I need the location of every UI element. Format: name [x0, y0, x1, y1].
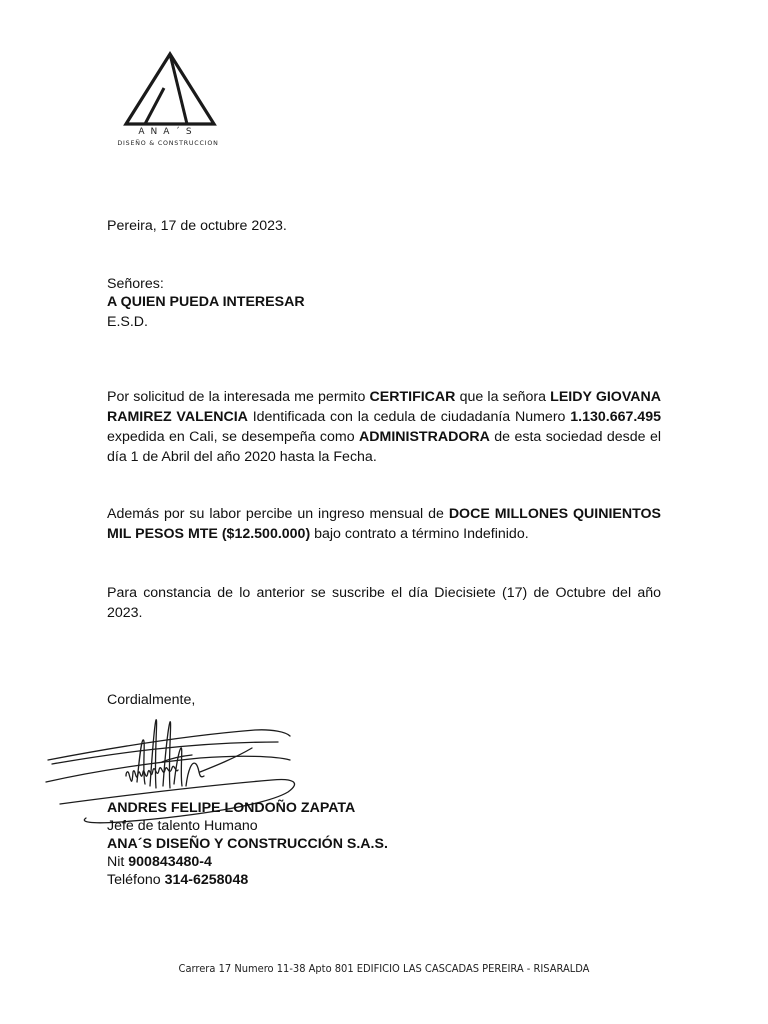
signer-title: Jefe de talento Humano [107, 818, 258, 834]
date-line: Pereira, 17 de octubre 2023. [107, 218, 287, 234]
closing: Cordialmente, [107, 692, 196, 708]
footer-address: Carrera 17 Numero 11-38 Apto 801 EDIFICIO LAS CASCADAS PEREIRA - RISARALDA [178, 962, 590, 975]
recipient: A QUIEN PUEDA INTERESAR [107, 294, 305, 310]
company-logo [108, 50, 228, 156]
salutation: Señores: [107, 276, 164, 292]
nit-line: Nit 900843480-4 [107, 854, 212, 870]
company-name: ANA´S DISEÑO Y CONSTRUCCIÓN S.A.S. [107, 836, 388, 852]
constancy-paragraph: Para constancia de lo anterior se suscribe el día Diecisiete (17) de Octubre del año 2023. [107, 585, 661, 621]
triangle-logo-icon [108, 50, 228, 128]
logo-name: ANA´S [138, 127, 198, 137]
phone-line: Teléfono 314-6258048 [107, 872, 249, 888]
income-paragraph: Además por su labor percibe un ingreso mensual de DOCE MILLONES QUINIENTOS MIL PESOS MTE ($12.500.000) bajo contrato a término Indefinido. [107, 506, 662, 542]
esd-line: E.S.D. [107, 314, 148, 330]
certification-paragraph: Por solicitud de la interesada me permito CERTIFICAR que la señora LEIDY GIOVANA RAMIREZ VALENCIA Identificada con la cedula de ciudadanía Numero 1.130.667.495 expedida en Cali, se desempeña como ADMINISTRADORA de esta sociedad desde el día 1 de Abril del año 2020 hasta la Fecha. [107, 389, 661, 465]
signer-name: ANDRES FELIPE LONDOÑO ZAPATA [107, 800, 356, 816]
logo-tagline: DISEÑO & CONSTRUCCION [117, 140, 219, 147]
